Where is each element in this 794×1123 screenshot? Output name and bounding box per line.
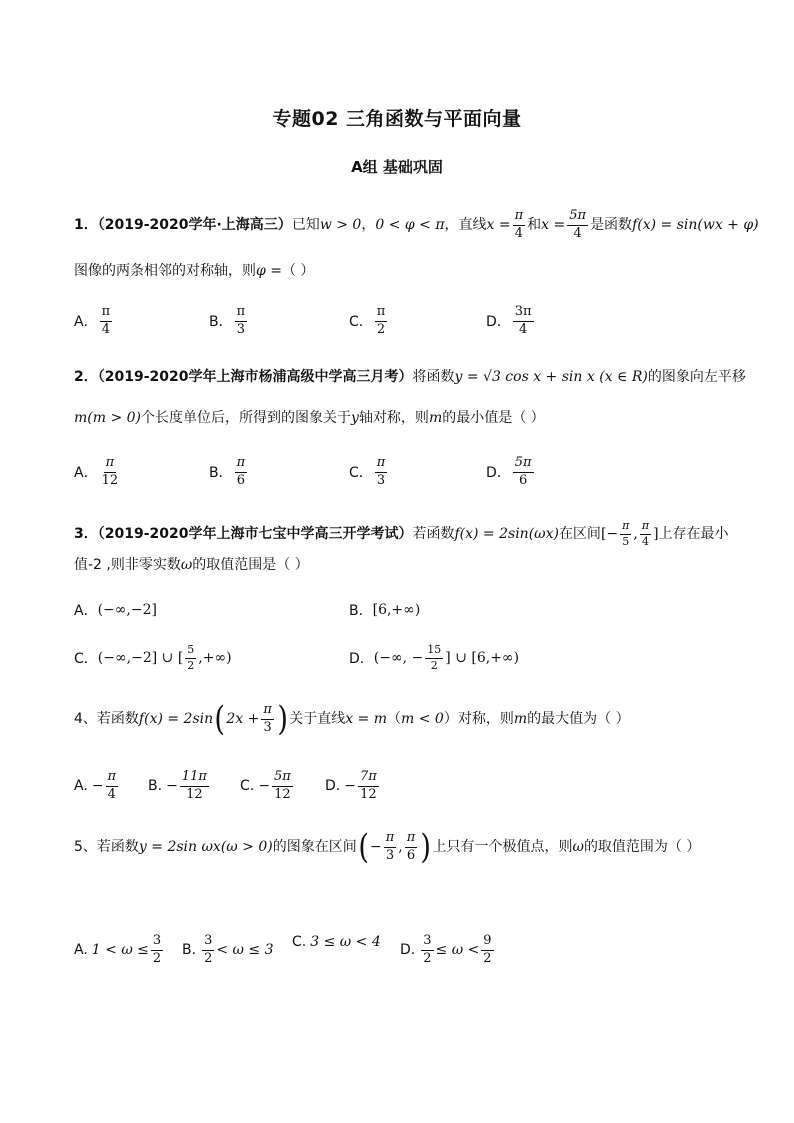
q5-text: 的图象在区间 <box>272 839 357 855</box>
q1-math: φ = <box>256 263 282 279</box>
q5-fraction: $\frac{\pi}{3}$ <box>385 829 395 863</box>
q1-math: x = <box>541 217 566 234</box>
option-math: [6,+∞) <box>372 602 421 618</box>
q4-text: 4、若函数 <box>74 711 139 727</box>
q2-text: 的图象向左平移 <box>647 369 746 385</box>
q3-text: 若函数 <box>412 526 455 543</box>
q4-math: x = m <box>345 711 388 727</box>
option-label: D. <box>325 778 341 795</box>
q3-option-b[interactable] <box>349 600 420 620</box>
q3-fraction: $\frac{\pi}{5}$ <box>622 519 630 548</box>
paren-close: ) <box>277 699 288 739</box>
q1-option-b[interactable] <box>209 305 249 338</box>
option-fraction: $\frac{9}{2}$ <box>483 933 492 966</box>
option-fraction: $\frac{5}{2}$ <box>187 643 195 672</box>
q4-text: （ <box>387 711 402 727</box>
q3-option-c[interactable] <box>74 644 232 672</box>
q1-text: （ ） <box>281 263 315 279</box>
option-fraction: $\frac{\pi}{3}$ <box>236 304 246 337</box>
q1-fraction: $\frac{5\pi}{4}$ <box>569 208 587 241</box>
q5-option-c[interactable] <box>292 934 381 950</box>
option-sign: − <box>344 778 356 795</box>
q2-option-b[interactable] <box>209 456 249 489</box>
q4-math: m <box>513 711 528 727</box>
q2-math: y = √3 cos x + sin x (x ∈ R) <box>454 369 648 385</box>
option-fraction: $\frac{3}{2}$ <box>152 933 162 966</box>
option-fraction: $\frac{\pi}{2}$ <box>376 304 386 337</box>
option-fraction: $\frac{7\pi}{12}$ <box>359 769 377 802</box>
q3-text: 值-2 ,则非零实数 <box>74 557 181 573</box>
q3-text: 在区间 <box>558 526 601 543</box>
q5-option-b[interactable] <box>182 934 273 967</box>
paren-open: ( <box>214 699 226 739</box>
q3-fraction: $\frac{\pi}{4}$ <box>641 519 650 548</box>
q4-math: 2x + <box>226 711 260 727</box>
q4-math: m < 0 <box>401 711 444 727</box>
option-sign: − <box>258 778 270 795</box>
q1-text: 和 <box>527 217 542 234</box>
option-label: C. <box>292 934 307 950</box>
q5-fraction: $\frac{\pi}{6}$ <box>406 829 416 863</box>
q2-math: y <box>351 410 359 426</box>
option-label: D． <box>486 314 511 331</box>
option-math: (−∞,−2] ∪ [ <box>97 650 184 667</box>
option-label: B. <box>182 942 197 959</box>
option-label: C. <box>240 778 255 795</box>
q1-text: 已知 <box>291 217 320 234</box>
option-label: B． <box>209 314 233 331</box>
option-fraction: $\frac{\pi}{6}$ <box>236 455 246 488</box>
q1-math: x = <box>486 217 511 234</box>
q1-stem-line2 <box>74 264 314 278</box>
q5-math: (ω > 0) <box>220 839 273 855</box>
option-fraction: $\frac{\pi}{4}$ <box>101 304 111 337</box>
q1-math: w > 0 <box>319 217 362 234</box>
q1-option-a[interactable] <box>74 305 114 338</box>
option-fraction: $\frac{\pi}{3}$ <box>376 455 386 488</box>
q4-text: 关于直线 <box>289 711 346 727</box>
q2-text: 将函数 <box>412 369 455 385</box>
option-label: A. <box>74 942 88 959</box>
q3-math: , <box>633 526 638 543</box>
q1-text: 是函数 <box>590 217 633 234</box>
q5-text: 5、若函数 <box>74 839 139 855</box>
option-fraction: $\frac{11\pi}{12}$ <box>181 769 207 802</box>
q4-option-b[interactable] <box>148 770 211 803</box>
option-fraction: $\frac{5\pi}{12}$ <box>273 769 291 802</box>
q3-option-d[interactable] <box>349 644 519 672</box>
paren-open: ( <box>358 827 369 867</box>
option-sign: − <box>166 778 178 795</box>
q3-option-a[interactable] <box>74 600 157 620</box>
q2-option-c[interactable] <box>349 456 389 489</box>
option-math: ,+∞) <box>198 650 232 667</box>
q5-math: − <box>369 839 382 855</box>
option-math: ≤ ω < <box>435 942 480 959</box>
option-label: C． <box>349 465 373 482</box>
q4-fraction: $\frac{\pi}{3}$ <box>263 701 272 735</box>
q3-math: ω <box>180 557 193 573</box>
option-fraction: $\frac{\pi}{12}$ <box>101 455 119 488</box>
option-label: B． <box>349 603 373 619</box>
q4-option-a[interactable] <box>74 770 120 803</box>
option-math: (−∞,−2] <box>97 602 157 618</box>
q4-option-d[interactable] <box>325 770 381 803</box>
q1-stem-line1 <box>74 209 759 242</box>
q3-stem-line1 <box>74 520 729 548</box>
option-label: A． <box>74 314 98 331</box>
q3-math: [− <box>600 526 619 543</box>
option-label: C． <box>74 651 98 668</box>
q2-stem-line1 <box>74 370 746 384</box>
q1-option-c[interactable] <box>349 305 389 338</box>
q3-text: 的取值范围是（ ） <box>192 557 309 573</box>
q3-text: 上存在最小 <box>658 526 729 543</box>
option-label: C． <box>349 314 373 331</box>
q3-math: ] <box>653 526 659 543</box>
option-math: 1 < ω ≤ <box>91 942 149 959</box>
option-label: D. <box>400 942 416 959</box>
option-math: ] ∪ [6,+∞) <box>445 650 520 667</box>
q2-text: 的最小值是（ ） <box>442 410 545 426</box>
q5-text: 的取值范围为（ ） <box>583 839 701 855</box>
option-label: D． <box>349 651 374 668</box>
q4-option-c[interactable] <box>240 770 295 803</box>
option-fraction: $\frac{5\pi}{6}$ <box>514 455 532 488</box>
q5-stem <box>74 827 701 867</box>
page-title: 专题02 三角函数与平面向量 <box>272 108 522 130</box>
q5-math: y = 2sin ωx <box>138 839 221 855</box>
option-label: D． <box>486 465 511 482</box>
q1-text: 图像的两条相邻的对称轴，则 <box>74 263 256 279</box>
q1-source: 1．（2019-2020学年·上海高三） <box>74 217 292 234</box>
section-subtitle: A组 基础巩固 <box>351 158 443 176</box>
option-fraction: $\frac{\pi}{4}$ <box>107 769 117 802</box>
option-math: < ω ≤ 3 <box>216 942 274 959</box>
q1-text: ，直线 <box>444 217 487 234</box>
q4-text: 的最大值为（ ） <box>527 711 630 727</box>
q2-text: 个长度单位后，所得到的图象关于 <box>141 410 352 426</box>
q4-text: ）对称，则 <box>443 711 514 727</box>
q5-option-a[interactable] <box>74 934 165 967</box>
q5-math: ω <box>572 839 584 855</box>
option-label: A． <box>74 603 98 619</box>
paren-close: ) <box>420 827 432 867</box>
option-fraction: $\frac{15}{2}$ <box>427 643 442 672</box>
option-label: A. <box>74 778 88 795</box>
option-fraction: $\frac{3\pi}{4}$ <box>514 304 532 337</box>
option-math: (−∞, − <box>373 650 424 667</box>
option-label: B． <box>209 465 233 482</box>
q1-math: f(x) = sin(wx + φ) <box>632 217 759 234</box>
q1-fraction: $\frac{\pi}{4}$ <box>514 208 524 241</box>
q2-text: 轴对称，则 <box>358 410 429 426</box>
q5-option-d[interactable] <box>400 934 496 967</box>
option-math: 3 ≤ ω < 4 <box>310 934 381 950</box>
q3-math: f(x) = 2sin(ωx) <box>454 526 559 543</box>
q2-option-d[interactable] <box>486 456 536 489</box>
option-label: A． <box>74 465 98 482</box>
q4-math: f(x) = 2sin <box>138 711 214 727</box>
q5-math: , <box>398 839 403 855</box>
q3-stem-line2 <box>74 558 309 572</box>
q2-math: m <box>428 410 443 426</box>
option-fraction: $\frac{3}{2}$ <box>204 933 213 966</box>
option-label: B. <box>148 778 163 795</box>
q1-math: 0 < φ < π <box>375 217 445 234</box>
q3-source: 3．（2019-2020学年上海市七宝中学高三开学考试） <box>74 526 413 543</box>
option-fraction: $\frac{3}{2}$ <box>423 933 432 966</box>
q2-stem-line2 <box>74 411 545 425</box>
q2-option-a[interactable] <box>74 456 122 489</box>
q5-text: 上只有一个极值点，则 <box>432 839 573 855</box>
q1-option-d[interactable] <box>486 305 536 338</box>
q4-stem <box>74 699 630 739</box>
q2-source: 2．（2019-2020学年上海市杨浦高级中学高三月考） <box>74 369 413 385</box>
q2-math: m(m > 0) <box>74 410 142 426</box>
q1-text: ， <box>361 217 376 234</box>
option-sign: − <box>91 778 104 795</box>
